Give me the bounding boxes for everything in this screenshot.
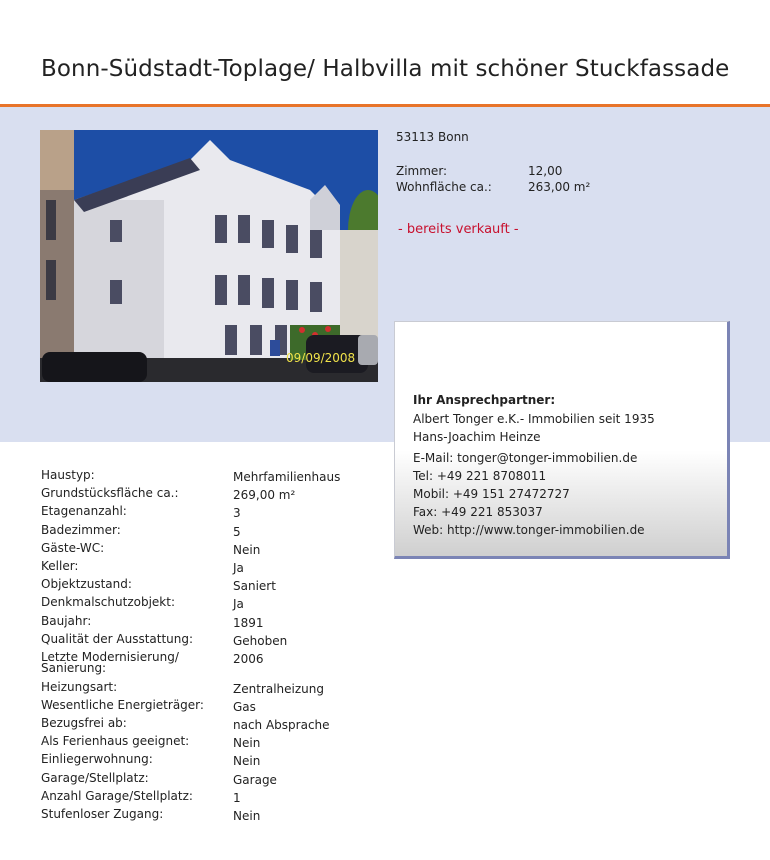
detail-label: Keller: [41, 559, 79, 573]
detail-value: 1891 [233, 616, 264, 630]
contact-company: Albert Tonger e.K.- Immobilien seit 1935 [413, 412, 655, 426]
header [0, 0, 770, 107]
detail-label: Etagenanzahl: [41, 504, 127, 518]
detail-label: Stufenloser Zugang: [41, 807, 164, 821]
detail-label: Objektzustand: [41, 577, 132, 591]
detail-value: Gehoben [233, 634, 288, 648]
status-badge: - bereits verkauft - [398, 222, 519, 237]
detail-label: Einliegerwohnung: [41, 752, 153, 766]
detail-label: Wesentliche Energieträger: [41, 698, 204, 712]
detail-value: Garage [233, 773, 277, 787]
rooms-value: 12,00 [528, 164, 563, 178]
detail-label: Als Ferienhaus geeignet: [41, 734, 190, 748]
detail-label: Denkmalschutzobjekt: [41, 595, 175, 609]
property-photo[interactable] [40, 130, 378, 382]
detail-value: Ja [233, 597, 244, 611]
contact-fax: Fax: +49 221 853037 [413, 505, 543, 519]
detail-label: Bezugsfrei ab: [41, 716, 127, 730]
detail-value: Ja [233, 561, 244, 575]
detail-value: Nein [233, 736, 261, 750]
detail-label: Badezimmer: [41, 523, 121, 537]
detail-value: 1 [233, 791, 241, 805]
detail-value: Mehrfamilienhaus [233, 470, 341, 484]
detail-value: Gas [233, 700, 256, 714]
detail-label: Letzte Modernisierung/ Sanierung: [41, 650, 179, 675]
contact-mobil[interactable]: Mobil: +49 151 27472727 [413, 487, 570, 501]
detail-label: Anzahl Garage/Stellplatz: [41, 789, 193, 803]
detail-value: Zentralheizung [233, 682, 324, 696]
detail-value: nach Absprache [233, 718, 330, 732]
detail-value: Nein [233, 754, 261, 768]
contact-heading: Ihr Ansprechpartner: [413, 393, 556, 407]
photo-date-stamp: 09/09/2008 [286, 351, 356, 365]
page-title: Bonn-Südstadt-Toplage/ Halbvilla mit schöner Stuckfassade [41, 56, 730, 82]
detail-value: Nein [233, 543, 261, 557]
detail-label: Gäste-WC: [41, 541, 105, 555]
detail-value: 3 [233, 506, 241, 520]
detail-label: Haustyp: [41, 468, 95, 482]
detail-label: Garage/Stellplatz: [41, 771, 149, 785]
detail-value: Saniert [233, 579, 276, 593]
contact-web[interactable]: Web: http://www.tonger-immobilien.de [413, 523, 645, 537]
detail-value: Nein [233, 809, 261, 823]
contact-card [394, 321, 730, 559]
detail-label: Qualität der Ausstattung: [41, 632, 194, 646]
detail-label: Grundstücksfläche ca.: [41, 486, 179, 500]
detail-value: 2006 [233, 652, 264, 666]
detail-label: Heizungsart: [41, 680, 118, 694]
rooms-label: Zimmer: [396, 164, 448, 178]
house-photo-icon [40, 130, 378, 382]
living-area-value: 263,00 m² [528, 180, 591, 194]
contact-person: Hans-Joachim Heinze [413, 430, 541, 444]
location: 53113 Bonn [396, 130, 469, 144]
contact-tel[interactable]: Tel: +49 221 8708011 [413, 469, 547, 483]
detail-label: Baujahr: [41, 614, 92, 628]
living-area-label: Wohnfläche ca.: [396, 180, 492, 194]
detail-value: 5 [233, 525, 241, 539]
detail-value: 269,00 m² [233, 488, 296, 502]
contact-email[interactable]: E-Mail: tonger@tonger-immobilien.de [413, 451, 638, 465]
